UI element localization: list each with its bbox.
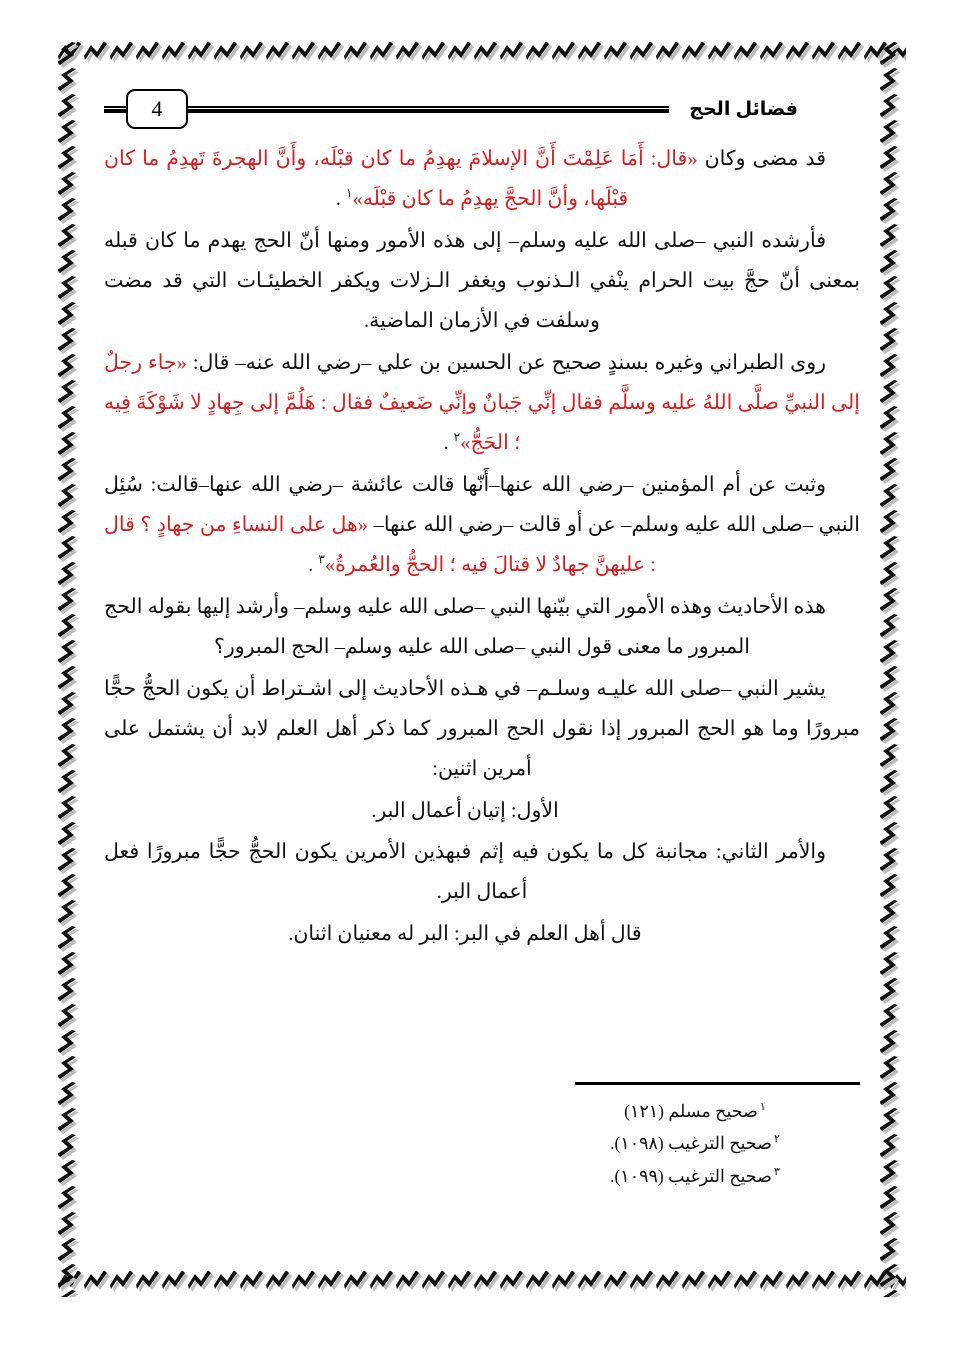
footnote-list xyxy=(530,1095,860,1192)
paragraph-text: الأول: إتيان أعمال البر. xyxy=(371,799,559,822)
body-paragraph xyxy=(104,670,860,790)
hadith-quote-text: «جاء رجلٌ إلى النبيِّ صلَّى اللهُ عليه وسلَّم فقال إنِّي جَبانٌ وإنِّي ضَعيفٌ فقال : هَلُمَّ إلى جِهادٍ لا شَوْكَةَ فِيه ؛ الحَجُّ» xyxy=(104,351,860,454)
running-header-title: فضائل الحج xyxy=(689,98,798,120)
running-header xyxy=(104,86,860,132)
paragraph-text: قد مضى وكان xyxy=(697,148,826,170)
footnote-text: صحيح مسلم (١٢١) xyxy=(624,1100,758,1121)
footnote-marker: ١ xyxy=(759,1101,766,1114)
hadith-quote-text: «قال: أَمَا عَلِمْتَ أَنَّ الإسلامَ يهدِمُ ما كان قبْلَه، وأَنَّ الهجرةَ تَهدِمُ ما كان قبْلَها، وأنَّ الحجَّ يهدِمُ ما كان قبْلَه» xyxy=(104,148,698,210)
page-content xyxy=(104,86,860,1266)
body-paragraph xyxy=(104,466,860,586)
border-edge-bottom xyxy=(58,1271,906,1297)
header-rule-stub xyxy=(104,104,126,114)
footnote-separator-rule xyxy=(575,1082,860,1085)
header-rule-stub-thin-line xyxy=(104,106,126,108)
body-paragraph xyxy=(104,140,860,220)
hadith-quote-text: «هل على النساءِ من جهادٍ ؟ قال : عليهنَّ جهادٌ لا قتالَ فيه ؛ الحجُّ والعُمرةُ» xyxy=(104,513,656,576)
paragraph-text: روى الطبراني وغيره بسندٍ صحيح عن الحسين بن علي –رضي الله عنه– قال: xyxy=(186,351,827,374)
body-paragraph xyxy=(104,792,860,832)
footnote-reference-marker[interactable]: ٣ xyxy=(318,551,325,566)
page-number-badge xyxy=(126,89,188,129)
paragraph-text: فأرشده النبي –صلى الله عليه وسلم– إلى هذه الأمور ومنها أنّ الحج يهدم ما كان قبله بمعنى أنّ حجَّ بيت الحرام ينْفي الـذنوب ويغفر الـزلات ويكفر الخطيئـات التي قد مضت وسلفت في الأزمان الماضية. xyxy=(104,229,860,332)
footnote-item xyxy=(530,1160,860,1192)
footnote-text: صحيح الترغيب (١٠٩٨). xyxy=(610,1133,772,1154)
paragraph-text: . xyxy=(308,553,319,576)
paragraph-text: والأمر الثاني: مجانبة كل ما يكون فيه إثم فبهذين الأمرين يكون الحجُّ حجًّا مبرورًا فعل أعمال البر. xyxy=(104,841,826,904)
page-number-value: 4 xyxy=(151,96,163,121)
paragraph-text: . xyxy=(443,431,454,454)
paragraph-text: هذه الأحاديث وهذه الأمور التي بيّنها النبي –صلى الله عليه وسلم– وأرشد إليها بقوله الحج المبرور ما معنى قول النبي –صلى الله عليه وسلم– الحج المبرور؟ xyxy=(104,595,826,658)
footnote-text: صحيح الترغيب (١٠٩٩). xyxy=(610,1165,772,1186)
header-rule xyxy=(188,104,669,114)
header-rule-thin-line xyxy=(188,106,669,108)
footnotes-block xyxy=(530,1082,860,1192)
body-paragraph xyxy=(104,222,860,342)
footnote-marker: ٣ xyxy=(773,1165,780,1178)
footnote-reference-marker[interactable]: ٢ xyxy=(453,429,461,444)
border-edge-right xyxy=(880,42,906,1297)
paragraph-text: . xyxy=(335,187,346,210)
footnote-item xyxy=(530,1127,860,1159)
paragraph-text: يشير النبي –صلى الله عليـه وسلـم– في هـذه الأحاديث إلى اشـتراط أن يكون الحجُّ حجًّا مبرورًا وما هو الحج المبرور إذا نقول الحج المبرور كما ذكر أهل العلم لابد أن يشتمل على أمرين اثنين: xyxy=(104,677,860,780)
body-paragraph xyxy=(104,833,860,913)
footnote-marker: ٢ xyxy=(773,1133,780,1146)
paragraph-text: وثبت عن أم المؤمنين –رضي الله عنها–أَنّها قالت عائشة –رضي الله عنها–قالت: سُئِل النبي –صلى الله عليه وسلم– عن أو قالت –رضي الله عنها– xyxy=(104,473,860,536)
border-edge-top xyxy=(58,42,906,68)
border-edge-left xyxy=(58,42,84,1297)
footnote-reference-marker[interactable]: ١ xyxy=(345,186,353,201)
paragraph-text: قال أهل العلم في البر: البر له معنيان اثنان. xyxy=(288,923,642,946)
body-text xyxy=(104,140,860,955)
header-rule-thick-line xyxy=(188,109,669,113)
body-paragraph xyxy=(104,344,860,464)
body-paragraph xyxy=(104,588,860,668)
header-rule-stub-thick-line xyxy=(104,109,126,113)
footnote-item xyxy=(530,1095,860,1127)
body-paragraph xyxy=(104,915,860,955)
